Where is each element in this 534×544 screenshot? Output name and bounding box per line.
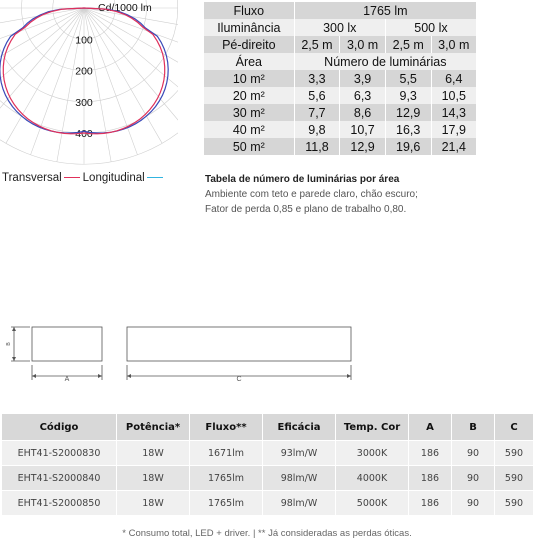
product-efficacy: 98lm/W	[263, 466, 336, 491]
area-header-row	[204, 53, 476, 70]
product-row	[2, 491, 533, 516]
value-cell: 5,6	[294, 87, 340, 104]
value-cell: 9,8	[294, 121, 340, 138]
header-a: A	[409, 414, 452, 441]
header-flux: Fluxo**	[190, 414, 263, 441]
header-power: Potência*	[117, 414, 190, 441]
area-cell: 10 m²	[204, 70, 294, 87]
height-cell: 2,5 m	[385, 36, 431, 53]
luminaire-count-label: Número de luminárias	[294, 53, 476, 70]
value-cell: 10,7	[340, 121, 386, 138]
value-cell: 12,9	[340, 138, 386, 155]
header-c: C	[495, 414, 534, 441]
product-color-temp: 3000K	[336, 441, 409, 466]
polar-ring-label: 100	[75, 34, 93, 47]
product-power: 18W	[117, 466, 190, 491]
ceiling-height-row	[204, 36, 476, 53]
dim-c-label: C	[236, 376, 242, 383]
value-cell: 3,9	[340, 70, 386, 87]
value-cell: 8,6	[340, 104, 386, 121]
product-code: EHT41-S2000840	[2, 466, 117, 491]
value-cell: 17,9	[431, 121, 476, 138]
area-row	[204, 104, 476, 121]
product-a: 186	[409, 491, 452, 516]
illuminance-row	[204, 19, 476, 36]
value-cell: 21,4	[431, 138, 476, 155]
polar-radial-line	[84, 8, 178, 128]
table-caption	[205, 172, 418, 217]
product-code: EHT41-S2000830	[2, 441, 117, 466]
header-b: B	[452, 414, 495, 441]
value-cell: 9,3	[385, 87, 431, 104]
area-row	[204, 138, 476, 155]
product-c: 590	[495, 491, 534, 516]
height-cell: 3,0 m	[431, 36, 476, 53]
value-cell: 6,4	[431, 70, 476, 87]
dim-arrow	[12, 357, 16, 361]
product-power: 18W	[117, 491, 190, 516]
value-cell: 12,9	[385, 104, 431, 121]
legend-transversal-swatch	[64, 177, 80, 178]
polar-ring	[0, 0, 178, 102]
value-cell: 11,8	[294, 138, 340, 155]
product-c: 590	[495, 466, 534, 491]
product-power: 18W	[117, 441, 190, 466]
illuminance-300: 300 lx	[294, 19, 385, 36]
table-caption-line: Ambiente com teto e parede claro, chão escuro;	[205, 189, 418, 200]
value-cell: 7,7	[294, 104, 340, 121]
illuminance-label: Iluminância	[204, 19, 294, 36]
dim-arrow	[12, 327, 16, 331]
table-caption-line: Fator de perda 0,85 e plano de trabalho 0,80.	[205, 204, 407, 215]
product-a: 186	[409, 441, 452, 466]
value-cell: 14,3	[431, 104, 476, 121]
product-a: 186	[409, 466, 452, 491]
header-efficacy: Eficácia	[263, 414, 336, 441]
product-flux: 1671lm	[190, 441, 263, 466]
area-cell: 30 m²	[204, 104, 294, 121]
area-cell: 20 m²	[204, 87, 294, 104]
value-cell: 5,5	[385, 70, 431, 87]
area-cell: 50 m²	[204, 138, 294, 155]
polar-diagram	[0, 0, 178, 168]
polar-legend	[2, 172, 166, 184]
legend-transversal-label: Transversal	[2, 172, 62, 184]
area-row	[204, 121, 476, 138]
side-view-outline	[127, 327, 351, 361]
height-cell: 2,5 m	[294, 36, 340, 53]
product-flux: 1765lm	[190, 491, 263, 516]
luminaires-per-area-table	[204, 2, 476, 155]
value-cell: 19,6	[385, 138, 431, 155]
polar-radial-line	[0, 8, 84, 35]
polar-unit-label: Cd/1000 lm	[98, 2, 152, 14]
product-c: 590	[495, 441, 534, 466]
footnote: * Consumo total, LED + driver. | ** Já consideradas as perdas óticas.	[122, 528, 412, 539]
product-color-temp: 5000K	[336, 491, 409, 516]
product-color-temp: 4000K	[336, 466, 409, 491]
polar-ring-label: 200	[75, 65, 93, 78]
legend-longitudinal-label: Longitudinal	[82, 172, 145, 184]
area-cell: 40 m²	[204, 121, 294, 138]
table-caption-title: Tabela de número de luminárias por área	[205, 174, 400, 185]
legend-longitudinal-swatch	[147, 177, 163, 178]
product-code: EHT41-S2000850	[2, 491, 117, 516]
polar-ring-label: 300	[75, 96, 93, 109]
value-cell: 16,3	[385, 121, 431, 138]
flux-row	[204, 2, 476, 19]
polar-radial-line	[0, 8, 84, 86]
dim-b-label: B	[6, 342, 12, 346]
product-efficacy: 98lm/W	[263, 491, 336, 516]
product-b: 90	[452, 466, 495, 491]
dim-arrow	[32, 374, 36, 378]
polar-ring-label: 400	[75, 128, 93, 140]
area-row	[204, 87, 476, 104]
flux-label: Fluxo	[204, 2, 294, 19]
product-row	[2, 466, 533, 491]
product-row	[2, 441, 533, 466]
product-header-row	[2, 414, 533, 441]
dim-arrow	[127, 374, 131, 378]
product-b: 90	[452, 441, 495, 466]
dimension-drawing	[0, 318, 380, 388]
value-cell: 6,3	[340, 87, 386, 104]
dim-arrow	[347, 374, 351, 378]
product-efficacy: 93lm/W	[263, 441, 336, 466]
header-color-temp: Temp. Cor	[336, 414, 409, 441]
area-row	[204, 70, 476, 87]
product-flux: 1765lm	[190, 466, 263, 491]
product-b: 90	[452, 491, 495, 516]
height-cell: 3,0 m	[340, 36, 386, 53]
dim-a-label: A	[64, 376, 70, 383]
end-view-outline	[32, 327, 102, 361]
illuminance-500: 500 lx	[385, 19, 476, 36]
value-cell: 3,3	[294, 70, 340, 87]
value-cell: 10,5	[431, 87, 476, 104]
flux-value: 1765 lm	[294, 2, 476, 19]
ceiling-height-label: Pé-direito	[204, 36, 294, 53]
product-spec-table	[2, 414, 533, 515]
dim-arrow	[98, 374, 102, 378]
header-code: Código	[2, 414, 117, 441]
area-label: Área	[204, 53, 294, 70]
